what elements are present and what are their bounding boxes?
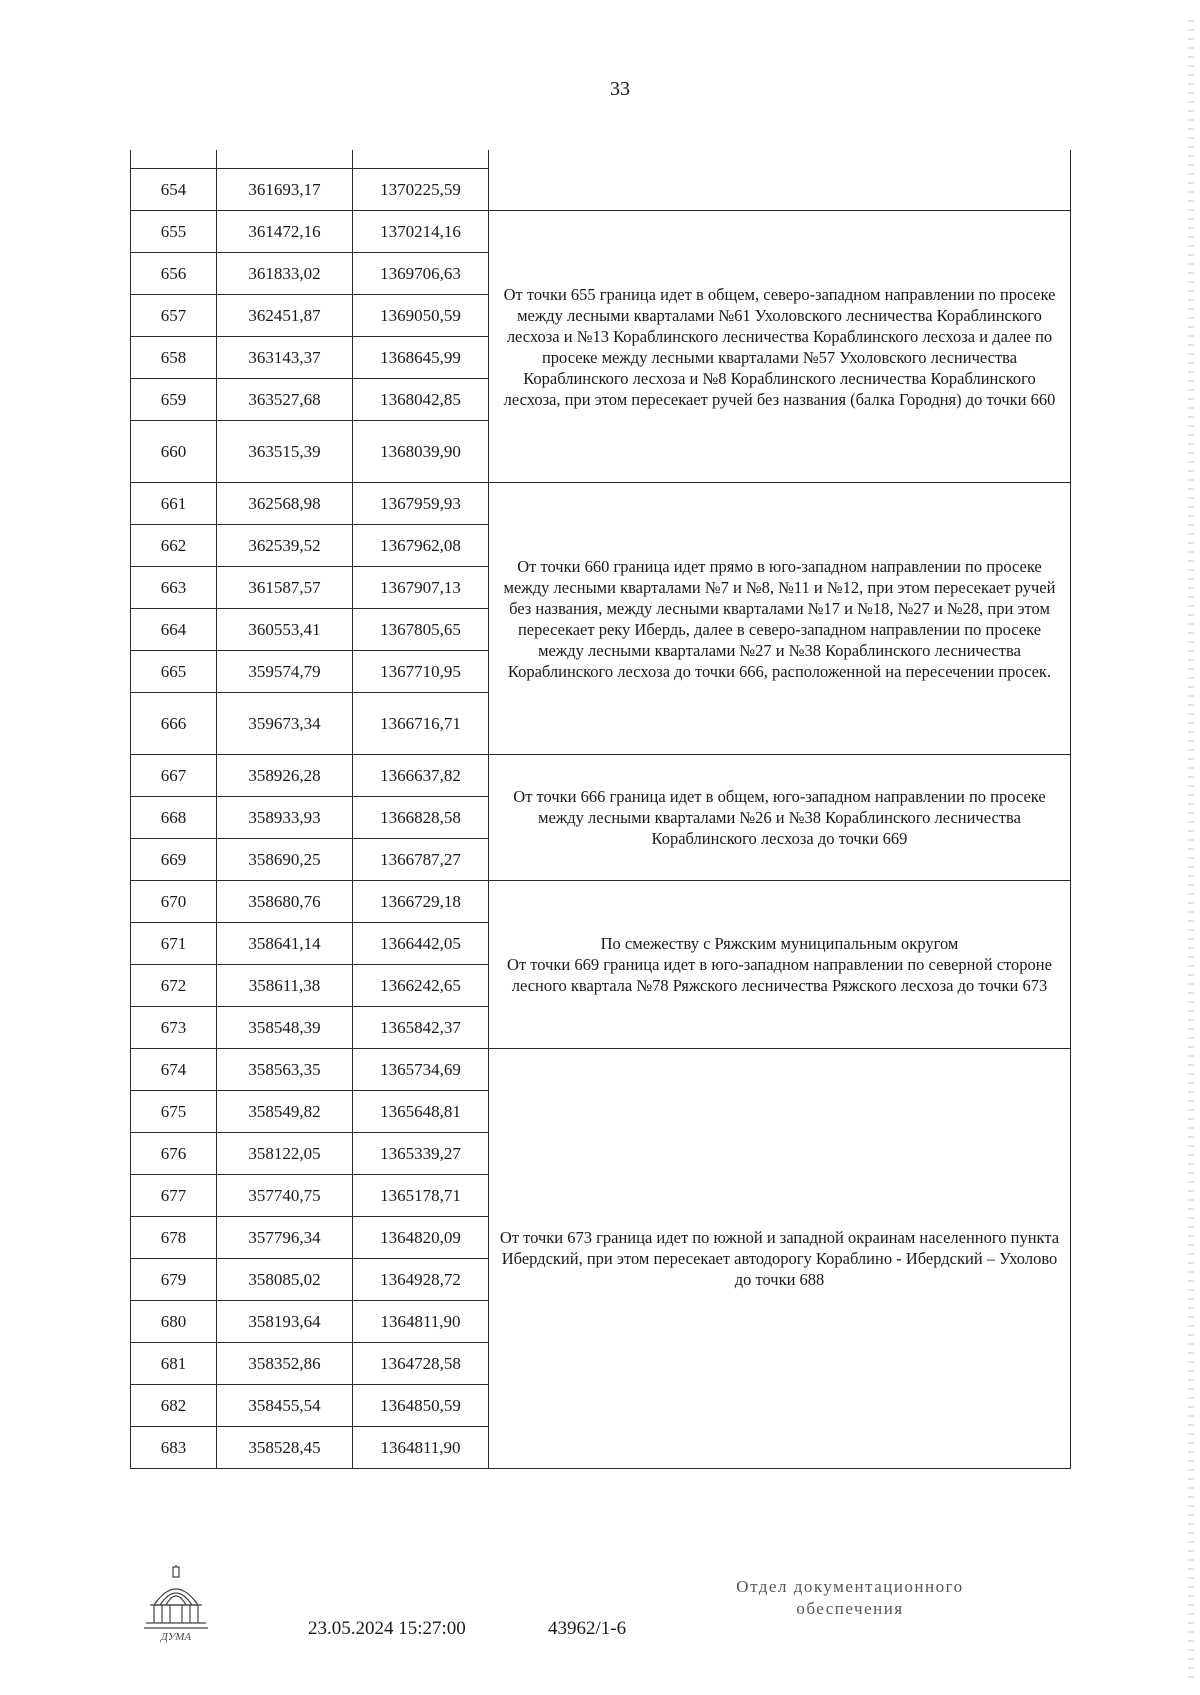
y-coordinate: 1367710,95: [353, 651, 489, 693]
point-number: 666: [131, 693, 217, 755]
x-coordinate: 361472,16: [217, 211, 353, 253]
point-number: 663: [131, 567, 217, 609]
y-coordinate: 1367805,65: [353, 609, 489, 651]
y-coordinate: 1368039,90: [353, 421, 489, 483]
point-number: 660: [131, 421, 217, 483]
point-number: 655: [131, 211, 217, 253]
x-coordinate: 361587,57: [217, 567, 353, 609]
table-head-continuation: [131, 150, 1071, 169]
x-coordinate: 363515,39: [217, 421, 353, 483]
point-number: 669: [131, 839, 217, 881]
y-coordinate: 1364928,72: [353, 1259, 489, 1301]
y-coordinate: 1369706,63: [353, 253, 489, 295]
boundary-description: [489, 169, 1071, 211]
point-number: 671: [131, 923, 217, 965]
point-number: 683: [131, 1427, 217, 1469]
point-number: 668: [131, 797, 217, 839]
y-coordinate: 1364811,90: [353, 1301, 489, 1343]
point-number: 672: [131, 965, 217, 1007]
x-coordinate: 358548,39: [217, 1007, 353, 1049]
point-number: 680: [131, 1301, 217, 1343]
y-coordinate: 1366242,65: [353, 965, 489, 1007]
point-number: 676: [131, 1133, 217, 1175]
point-number: 679: [131, 1259, 217, 1301]
x-coordinate: 362568,98: [217, 483, 353, 525]
y-coordinate: 1366729,18: [353, 881, 489, 923]
x-coordinate: 361693,17: [217, 169, 353, 211]
point-number: 661: [131, 483, 217, 525]
boundary-description: От точки 666 граница идет в общем, юго-западном направлении по просеке между лесными кварталами №26 и №38 Кораблинского лесничества Кораблинского лесхоза до точки 669: [489, 755, 1071, 881]
y-coordinate: 1368042,85: [353, 379, 489, 421]
stamp-datetime: 23.05.2024 15:27:00: [308, 1618, 466, 1639]
x-coordinate: 358933,93: [217, 797, 353, 839]
y-coordinate: 1367907,13: [353, 567, 489, 609]
x-coordinate: 358690,25: [217, 839, 353, 881]
y-coordinate: 1366828,58: [353, 797, 489, 839]
stamp-registration-number: 43962/1-6: [548, 1618, 627, 1639]
point-number: 677: [131, 1175, 217, 1217]
table-row: [131, 881, 1071, 923]
x-coordinate: 359673,34: [217, 693, 353, 755]
table-row: [131, 211, 1071, 253]
boundary-description: От точки 673 граница идет по южной и западной окраинам населенного пункта Ибердский, при этом пересекает автодорогу Кораблино - Ибердский – Ухолово до точки 688: [489, 1049, 1071, 1469]
point-number: 659: [131, 379, 217, 421]
point-number: 658: [131, 337, 217, 379]
point-number: 657: [131, 295, 217, 337]
coordinates-table: [130, 150, 1071, 1469]
x-coordinate: 358085,02: [217, 1259, 353, 1301]
table-row: [131, 755, 1071, 797]
y-coordinate: 1366716,71: [353, 693, 489, 755]
boundary-description: От точки 655 граница идет в общем, северо-западном направлении по просеке между лесными кварталами №61 Ухоловского лесничества Кораблинского лесхоза и №13 Кораблинского лесничества Кораблинского лесхоза и далее по просеке между лесными кварталами №57 Ухоловского лесничества Кораблинского лесхоза и №8 Кораблинского лесничества Кораблинского лесхоза, при этом пересекает ручей без названия (балка Городня) до точки 660: [489, 211, 1071, 483]
y-coordinate: 1364728,58: [353, 1343, 489, 1385]
point-number: 664: [131, 609, 217, 651]
x-coordinate: 358611,38: [217, 965, 353, 1007]
duma-emblem-icon: [140, 1565, 212, 1643]
y-coordinate: 1368645,99: [353, 337, 489, 379]
y-coordinate: 1367962,08: [353, 525, 489, 567]
x-coordinate: 359574,79: [217, 651, 353, 693]
x-coordinate: 361833,02: [217, 253, 353, 295]
y-coordinate: 1365178,71: [353, 1175, 489, 1217]
table-row: [131, 483, 1071, 525]
point-number: 662: [131, 525, 217, 567]
x-coordinate: 357740,75: [217, 1175, 353, 1217]
x-coordinate: 357796,34: [217, 1217, 353, 1259]
logo-text: ДУМА: [160, 1631, 192, 1643]
y-coordinate: 1366442,05: [353, 923, 489, 965]
point-number: 670: [131, 881, 217, 923]
boundary-description: От точки 660 граница идет прямо в юго-западном направлении по просеке между лесными кварталами №7 и №8, №11 и №12, при этом пересекает ручей без названия, между лесными кварталами №17 и №18, №27 и №28, при этом пересекает реку Ибердь, далее в северо-западном направлении по просеке между лесными кварталами №27 и №38 Кораблинского лесничества Кораблинского лесхоза до точки 666, расположенной на пересечении просек.: [489, 483, 1071, 755]
table-row: [131, 1049, 1071, 1091]
y-coordinate: 1370214,16: [353, 211, 489, 253]
y-coordinate: 1364850,59: [353, 1385, 489, 1427]
x-coordinate: 358528,45: [217, 1427, 353, 1469]
y-coordinate: 1366787,27: [353, 839, 489, 881]
point-number: 667: [131, 755, 217, 797]
boundary-description: По смежеству с Ряжским муниципальным округом От точки 669 граница идет в юго-западном направлении по северной стороне лесного квартала №78 Ряжского лесничества Ряжского лесхоза до точки 673: [489, 881, 1071, 1049]
point-number: 654: [131, 169, 217, 211]
y-coordinate: 1364820,09: [353, 1217, 489, 1259]
x-coordinate: 362451,87: [217, 295, 353, 337]
x-coordinate: 358680,76: [217, 881, 353, 923]
x-coordinate: 358563,35: [217, 1049, 353, 1091]
x-coordinate: 358549,82: [217, 1091, 353, 1133]
x-coordinate: 363527,68: [217, 379, 353, 421]
y-coordinate: 1364811,90: [353, 1427, 489, 1469]
point-number: 665: [131, 651, 217, 693]
point-number: 675: [131, 1091, 217, 1133]
point-number: 678: [131, 1217, 217, 1259]
x-coordinate: 360553,41: [217, 609, 353, 651]
y-coordinate: 1365339,27: [353, 1133, 489, 1175]
x-coordinate: 358122,05: [217, 1133, 353, 1175]
point-number: 673: [131, 1007, 217, 1049]
page-number: 33: [610, 78, 630, 100]
x-coordinate: 358193,64: [217, 1301, 353, 1343]
x-coordinate: 358641,14: [217, 923, 353, 965]
y-coordinate: 1369050,59: [353, 295, 489, 337]
point-number: 682: [131, 1385, 217, 1427]
stamp-department: Отдел документационного обеспечения: [736, 1577, 964, 1618]
y-coordinate: 1366637,82: [353, 755, 489, 797]
point-number: 681: [131, 1343, 217, 1385]
scan-edge-marks: [1188, 20, 1194, 1680]
x-coordinate: 358926,28: [217, 755, 353, 797]
y-coordinate: 1367959,93: [353, 483, 489, 525]
point-number: 656: [131, 253, 217, 295]
coordinates-table-wrap: [130, 150, 1070, 1469]
y-coordinate: 1365648,81: [353, 1091, 489, 1133]
y-coordinate: 1365842,37: [353, 1007, 489, 1049]
point-number: 674: [131, 1049, 217, 1091]
x-coordinate: 363143,37: [217, 337, 353, 379]
y-coordinate: 1370225,59: [353, 169, 489, 211]
x-coordinate: 362539,52: [217, 525, 353, 567]
y-coordinate: 1365734,69: [353, 1049, 489, 1091]
x-coordinate: 358455,54: [217, 1385, 353, 1427]
x-coordinate: 358352,86: [217, 1343, 353, 1385]
table-row: [131, 169, 1071, 211]
